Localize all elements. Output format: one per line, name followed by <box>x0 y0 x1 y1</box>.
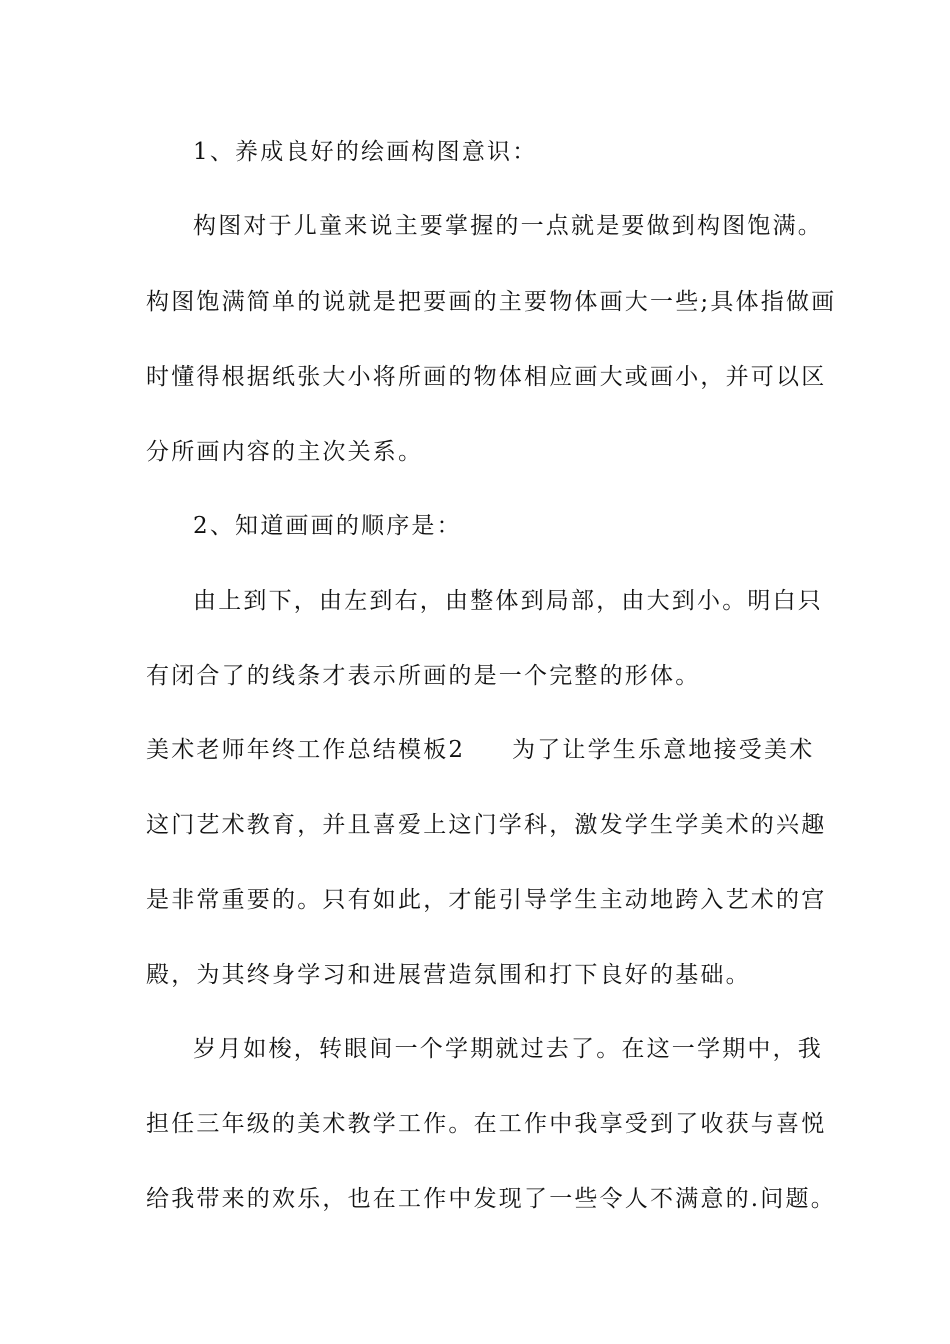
paragraph-line: 由上到下，由左到右，由整体到局部，由大到小。明白只 <box>193 588 823 614</box>
paragraph-line: 给我带来的欢乐，也在工作中发现了一些令人不满意的.问题。 <box>146 1186 836 1212</box>
paragraph-line: 构图对于儿童来说主要掌握的一点就是要做到构图饱满。 <box>193 213 823 239</box>
section-title-row <box>146 730 815 770</box>
section-title: 美术老师年终工作总结模板2 <box>146 737 466 763</box>
paragraph-line: 这门艺术教育，并且喜爱上这门学科，激发学生学美术的兴趣 <box>146 812 827 838</box>
paragraph-heading-order: 2、知道画画的顺序是： <box>193 513 462 539</box>
paragraph-line: 为了让学生乐意地接受美术 <box>512 737 815 763</box>
paragraph-line: 殿，为其终身学习和进展营造氛围和打下良好的基础。 <box>146 962 751 988</box>
paragraph-line: 时懂得根据纸张大小将所画的物体相应画大或画小，并可以区 <box>146 364 827 390</box>
paragraph-line: 是非常重要的。只有如此，才能引导学生主动地跨入艺术的宫 <box>146 887 827 913</box>
paragraph-line: 构图饱满简单的说就是把要画的主要物体画大一些;具体指做画 <box>146 289 837 315</box>
paragraph-line: 分所画内容的主次关系。 <box>146 439 424 465</box>
paragraph-line: 岁月如梭，转眼间一个学期就过去了。在这一学期中，我 <box>193 1036 823 1062</box>
paragraph-heading-composition: 1、养成良好的绘画构图意识： <box>193 139 538 165</box>
paragraph-line: 担任三年级的美术教学工作。在工作中我享受到了收获与喜悦 <box>146 1111 827 1137</box>
paragraph-line: 有闭合了的线条才表示所画的是一个完整的形体。 <box>146 663 701 689</box>
